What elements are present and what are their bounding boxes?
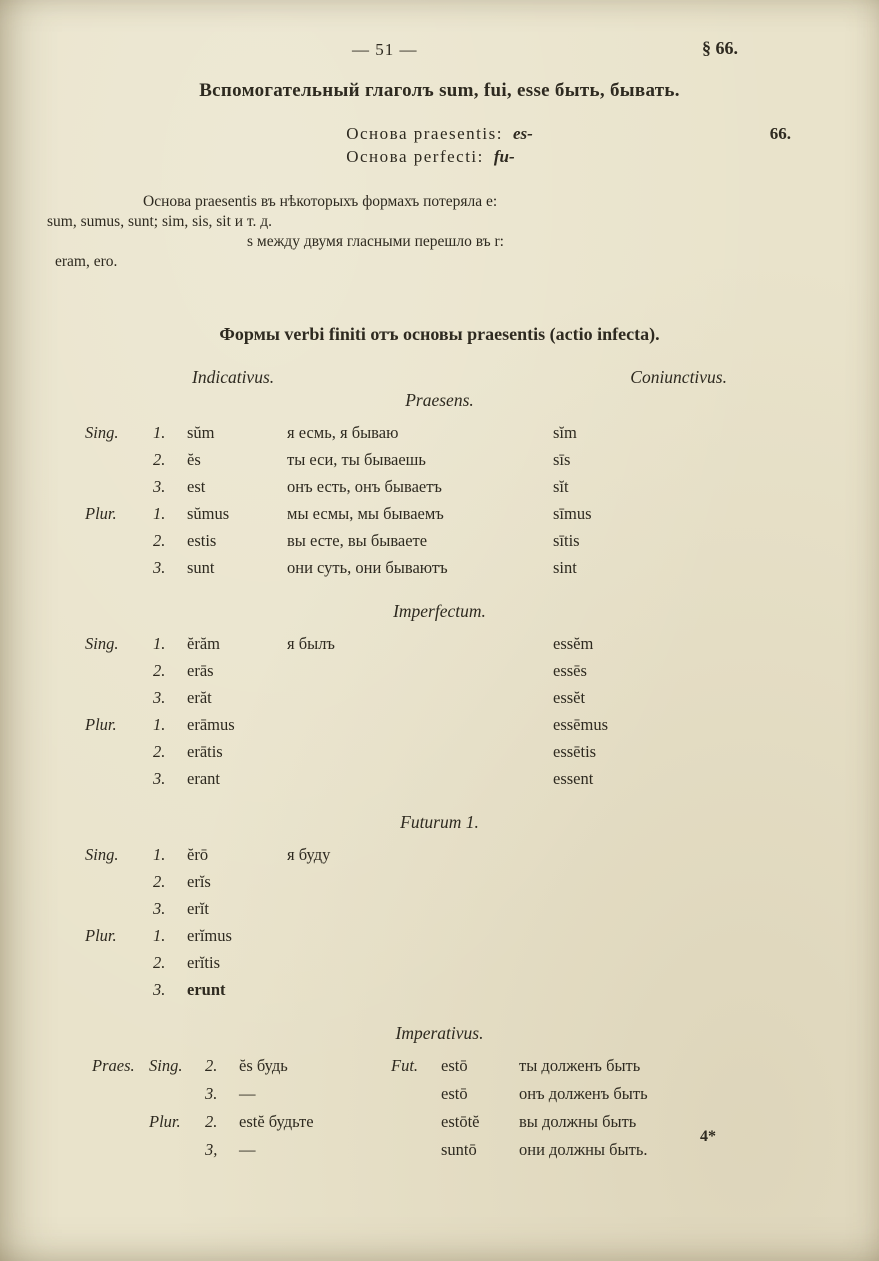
cell-number: 3. [153, 477, 166, 496]
table-row [85, 473, 849, 500]
cell-latin-form: erātis [187, 742, 223, 761]
cell-russian-translation: я буду [287, 845, 331, 864]
cell-coniunctivus-form [553, 922, 849, 949]
cell-group [85, 527, 153, 554]
cell-number: 2. [205, 1112, 218, 1131]
cell-latin-form: ĕrō [187, 845, 209, 864]
cell-futurum-form: estō [441, 1084, 468, 1103]
cell-praesens-form: — [239, 1084, 256, 1103]
column-headers [0, 367, 879, 388]
table-row [85, 868, 849, 895]
cell-number: 3. [153, 980, 166, 999]
cell-russian-translation: я есмь, я бываю [287, 423, 399, 442]
table-row [85, 684, 849, 711]
stem-value: fu- [493, 147, 515, 166]
cell-group: Sing. [149, 1056, 183, 1075]
cell-number: 1. [153, 715, 166, 734]
cell-latin-form: ĕs [187, 450, 201, 469]
cell-coniunctivus-form: essētis [553, 742, 597, 761]
cell-russian-translation [287, 922, 553, 949]
cell-tense-label [92, 1108, 149, 1136]
cell-latin-form: sŭmus [187, 504, 230, 523]
cell-latin-form: est [187, 477, 206, 496]
cell-futurum-form: suntō [441, 1140, 477, 1159]
table-heading-imperativus: Imperativus. [395, 1023, 484, 1043]
cell-russian-translation: вы должны быть [519, 1112, 637, 1131]
cell-number: 2. [153, 742, 166, 761]
table-row [85, 630, 849, 657]
table-row [85, 711, 849, 738]
stem-line [346, 145, 533, 168]
table-row [85, 922, 849, 949]
cell-group [85, 949, 153, 976]
cell-latin-form: sunt [187, 558, 215, 577]
cell-tense-label [92, 1136, 149, 1164]
cell-praesens-form: estĕ будьте [239, 1112, 314, 1131]
cell-group [85, 765, 153, 792]
cell-group [85, 446, 153, 473]
cell-coniunctivus-form [553, 949, 849, 976]
cell-group: Sing. [85, 634, 119, 653]
cell-latin-form: estis [187, 531, 217, 550]
cell-russian-translation: мы есмы, мы бываемъ [287, 504, 444, 523]
cell-futurum-label: Fut. [391, 1056, 419, 1075]
cell-russian-translation [287, 711, 553, 738]
table-row [85, 949, 849, 976]
cell-tense-label: Praes. [92, 1056, 135, 1075]
note-line: sum, sumus, sunt; sim, sis, sit и т. д. [47, 213, 273, 230]
cell-group: Plur. [149, 1112, 181, 1131]
cell-number: 2. [153, 872, 166, 891]
cell-number: 1. [153, 504, 166, 523]
cell-group [85, 738, 153, 765]
cell-latin-form: erās [187, 661, 214, 680]
cell-number: 2. [153, 953, 166, 972]
cell-group [85, 895, 153, 922]
cell-russian-translation: они суть, они бываютъ [287, 558, 448, 577]
cell-latin-form: erĭt [187, 899, 209, 918]
cell-latin-form: erunt [187, 980, 226, 999]
table-row [85, 976, 849, 1003]
note-line: eram, ero. [55, 253, 118, 270]
cell-group: Plur. [85, 504, 117, 523]
cell-russian-translation [287, 868, 553, 895]
cell-latin-form: erăt [187, 688, 212, 707]
table-praesens [85, 419, 849, 581]
cell-russian-translation [287, 976, 553, 1003]
table-row [92, 1136, 849, 1164]
cell-coniunctivus-form: sĭt [553, 477, 569, 496]
cell-number: 3. [153, 769, 166, 788]
cell-russian-translation [287, 657, 553, 684]
cell-tense-label [92, 1080, 149, 1108]
cell-russian-translation: я былъ [287, 634, 335, 653]
cell-coniunctivus-form: essĕt [553, 688, 586, 707]
cell-group [149, 1080, 205, 1108]
cell-russian-translation [287, 684, 553, 711]
table-row [85, 527, 849, 554]
cell-group [85, 657, 153, 684]
cell-number: 1. [153, 423, 166, 442]
signature-mark: 4* [700, 1128, 716, 1145]
cell-group [85, 554, 153, 581]
cell-latin-form: sŭm [187, 423, 215, 442]
cell-group: Sing. [85, 845, 119, 864]
column-header-coniunctivus: Coniunctivus. [630, 367, 727, 387]
cell-russian-translation [287, 738, 553, 765]
cell-coniunctivus-form: sīs [553, 450, 571, 469]
cell-futurum-label [391, 1080, 441, 1108]
cell-coniunctivus-form [553, 895, 849, 922]
table-row [85, 765, 849, 792]
table-imperativus [92, 1052, 849, 1164]
stem-line [346, 122, 533, 145]
page-title: Вспомогательный глаголъ sum, fui, esse быть, бывать. [199, 80, 680, 101]
note-line: Основа praesentis въ нѣкоторыхъ формахъ потеряла e: [143, 193, 498, 210]
cell-group [85, 976, 153, 1003]
table-row [85, 841, 849, 868]
cell-coniunctivus-form: sīmus [553, 504, 592, 523]
cell-coniunctivus-form: essēmus [553, 715, 608, 734]
cell-russian-translation: они должны быть. [519, 1140, 648, 1159]
cell-praesens-form: ĕs будь [239, 1056, 288, 1075]
table-imperfectum [85, 630, 849, 792]
cell-russian-translation [287, 895, 553, 922]
note-line: s между двумя гласными перешло въ r: [247, 233, 504, 250]
table-row [85, 895, 849, 922]
cell-coniunctivus-form: sītis [553, 531, 580, 550]
cell-coniunctivus-form: essĕm [553, 634, 594, 653]
cell-futurum-form: estōtĕ [441, 1112, 480, 1131]
table-heading-imperfectum: Imperfectum. [393, 601, 486, 621]
section-mark: § 66. [702, 38, 738, 58]
stem-label: Основа praesentis: [346, 124, 503, 143]
table-row [85, 500, 849, 527]
cell-latin-form: erant [187, 769, 220, 788]
cell-russian-translation: вы есте, вы бываете [287, 531, 428, 550]
cell-number: 1. [153, 926, 166, 945]
notes-block [47, 192, 879, 272]
table-row [92, 1108, 849, 1136]
stem-value: es- [512, 124, 533, 143]
table-row [85, 419, 849, 446]
cell-russian-translation [287, 949, 553, 976]
cell-coniunctivus-form [553, 976, 849, 1003]
stems-block [0, 122, 879, 168]
cell-group [85, 473, 153, 500]
cell-number: 3. [153, 899, 166, 918]
table-row [92, 1052, 849, 1080]
cell-latin-form: erĭmus [187, 926, 232, 945]
cell-russian-translation: ты еси, ты бываешь [287, 450, 426, 469]
cell-futurum-label [391, 1136, 441, 1164]
cell-number: 3. [153, 558, 166, 577]
cell-number: 2. [205, 1056, 218, 1075]
cell-futurum-form: estō [441, 1056, 468, 1075]
table-row [92, 1080, 849, 1108]
cell-russian-translation [287, 765, 553, 792]
cell-number: 1. [153, 634, 166, 653]
cell-group [85, 684, 153, 711]
margin-paragraph-number: 66. [769, 124, 791, 143]
cell-group: Sing. [85, 423, 119, 442]
cell-number: 2. [153, 531, 166, 550]
cell-group: Plur. [85, 715, 117, 734]
cell-number: 3. [153, 688, 166, 707]
cell-russian-translation: онъ долженъ быть [519, 1084, 648, 1103]
cell-futurum-label [391, 1108, 441, 1136]
cell-latin-form: ĕrăm [187, 634, 220, 653]
table-row [85, 554, 849, 581]
table-row [85, 657, 849, 684]
cell-number: 2. [153, 661, 166, 680]
table-row [85, 446, 849, 473]
cell-group: Plur. [85, 926, 117, 945]
page-number: — 51 — [352, 40, 418, 59]
section-heading: Формы verbi finiti отъ основы praesentis (actio infecta). [219, 324, 660, 344]
cell-group [149, 1136, 205, 1164]
cell-russian-translation: онъ есть, онъ бываетъ [287, 477, 442, 496]
cell-coniunctivus-form [553, 841, 849, 868]
table-heading-futurum: Futurum 1. [400, 812, 479, 832]
cell-latin-form: erāmus [187, 715, 235, 734]
cell-latin-form: erĭtis [187, 953, 220, 972]
cell-number: 1. [153, 845, 166, 864]
stems-list [346, 122, 533, 168]
table-futurum [85, 841, 849, 1003]
cell-number: 2. [153, 450, 166, 469]
cell-latin-form: erĭs [187, 872, 211, 891]
page-header [0, 38, 879, 62]
cell-coniunctivus-form [553, 868, 849, 895]
table-heading-praesens: Praesens. [405, 390, 474, 410]
cell-number: 3. [205, 1084, 218, 1103]
cell-coniunctivus-form: essēs [553, 661, 587, 680]
stem-label: Основа perfecti: [346, 147, 484, 166]
cell-praesens-form: — [239, 1140, 256, 1159]
cell-coniunctivus-form: essent [553, 769, 594, 788]
cell-russian-translation: ты долженъ быть [519, 1056, 641, 1075]
cell-group [85, 868, 153, 895]
cell-coniunctivus-form: sĭm [553, 423, 577, 442]
column-header-indicativus: Indicativus. [192, 367, 275, 387]
cell-number: 3, [205, 1140, 218, 1159]
table-row [85, 738, 849, 765]
cell-coniunctivus-form: sint [553, 558, 577, 577]
